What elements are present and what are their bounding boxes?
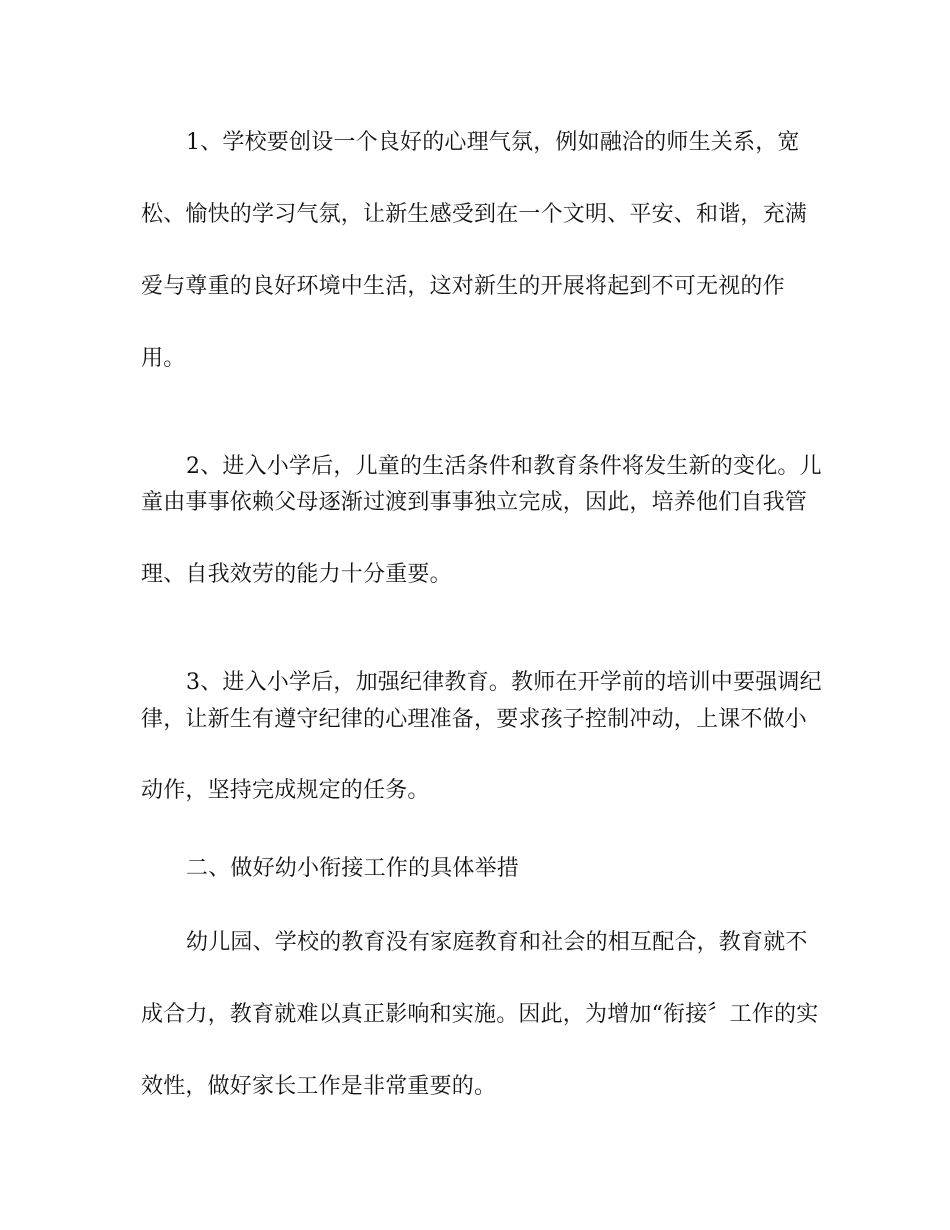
text-line: 成合力，教育就难以真正影响和实施。因此，为增加“衔接〞工作的实 xyxy=(141,1002,819,1027)
text-line: 3、进入小学后，加强纪律教育。教师在开学前的培训中要强调纪 xyxy=(186,670,822,695)
text-line: 爱与尊重的良好环境中生活，这对新生的开展将起到不可无视的作 xyxy=(141,274,785,299)
text-line: 效性，做好家长工作是非常重要的。 xyxy=(141,1074,497,1099)
text-line: 1、学校要创设一个良好的心理气氛，例如融洽的师生关系，宽 xyxy=(186,130,800,155)
text-line: 用。 xyxy=(141,346,186,371)
text-line: 理、自我效劳的能力十分重要。 xyxy=(141,562,452,587)
text-line: 松、愉快的学习气氛，让新生感受到在一个文明、平安、和谐，充满 xyxy=(141,202,808,227)
text-line: 幼儿园、学校的教育没有家庭教育和社会的相互配合，教育就不 xyxy=(186,930,808,955)
text-line: 律，让新生有遵守纪律的心理准备，要求孩子控制冲动，上课不做小 xyxy=(141,707,808,732)
text-line: 童由事事依赖父母逐渐过渡到事事独立完成，因此，培养他们自我管 xyxy=(141,490,808,515)
text-line: 2、进入小学后，儿童的生活条件和教育条件将发生新的变化。儿 xyxy=(186,454,822,479)
section-heading-text: 二、做好幼小衔接工作的具体举措 xyxy=(186,856,520,881)
text-line: 动作，坚持完成规定的任务。 xyxy=(141,778,430,803)
